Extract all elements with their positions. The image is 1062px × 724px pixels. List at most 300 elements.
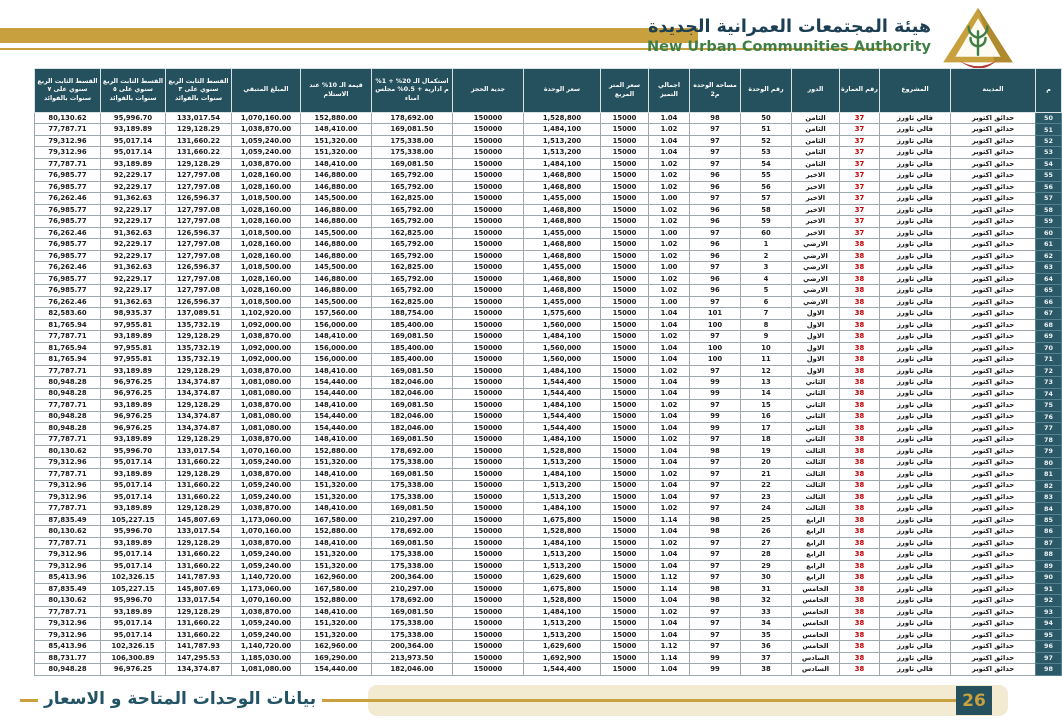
cell: 169,081.50	[372, 503, 453, 514]
cell: 1,092,000.00	[232, 354, 301, 365]
cell: 13	[741, 377, 792, 388]
cell: 150000	[453, 537, 524, 548]
cell: 15000	[601, 181, 649, 192]
cell: 1,528,800	[524, 113, 601, 124]
table-header	[35, 69, 1062, 113]
cell: 15000	[601, 331, 649, 342]
cell: 131,660.22	[166, 629, 232, 640]
cell: 1,513,200	[524, 147, 601, 158]
cell: 95,017.14	[101, 560, 166, 571]
cell: 1,059,240.00	[232, 629, 301, 640]
cell: 37	[840, 124, 880, 135]
cell: 156,000.00	[301, 354, 372, 365]
cell: 150000	[453, 377, 524, 388]
cell: حدائق اكتوبر	[951, 331, 1036, 342]
cell: 1.02	[649, 400, 690, 411]
cell: 1,038,870.00	[232, 124, 301, 135]
cell: 18	[741, 434, 792, 445]
cell: 54	[741, 158, 792, 169]
table-row	[35, 170, 1062, 181]
cell: فالي تاورز	[880, 664, 951, 676]
cell: 1,028,160.00	[232, 170, 301, 181]
cell: 38	[840, 262, 880, 273]
cell: فالي تاورز	[880, 204, 951, 215]
cell: 135,732.19	[166, 319, 232, 330]
cell: فالي تاورز	[880, 170, 951, 181]
cell: 25	[741, 514, 792, 525]
cell: 99	[690, 377, 741, 388]
cell: 77,787.71	[35, 331, 101, 342]
cell: الثاني	[792, 411, 840, 422]
cell: فالي تاورز	[880, 629, 951, 640]
table-row	[35, 158, 1062, 169]
cell: 61	[1036, 239, 1062, 250]
cell: حدائق اكتوبر	[951, 135, 1036, 146]
cell: 1,028,160.00	[232, 250, 301, 261]
table-row	[35, 193, 1062, 204]
cell: 1	[741, 239, 792, 250]
cell: فالي تاورز	[880, 618, 951, 629]
cell: 1,455,000	[524, 227, 601, 238]
cell: 96	[690, 181, 741, 192]
cell: حدائق اكتوبر	[951, 457, 1036, 468]
cell: فالي تاورز	[880, 434, 951, 445]
cell: 72	[1036, 365, 1062, 376]
cell: 71	[1036, 354, 1062, 365]
cell: 24	[741, 503, 792, 514]
cell: 38	[840, 377, 880, 388]
cell: الثامن	[792, 158, 840, 169]
cell: الارضي	[792, 296, 840, 307]
cell: 1,528,800	[524, 446, 601, 457]
cell: 1.02	[649, 273, 690, 284]
table-row	[35, 204, 1062, 215]
cell: 1.02	[649, 239, 690, 250]
cell: 131,660.22	[166, 618, 232, 629]
cell: 1,070,160.00	[232, 526, 301, 537]
cell: 150000	[453, 400, 524, 411]
cell: 38	[840, 273, 880, 284]
cell: 150000	[453, 181, 524, 192]
cell: 165,792.00	[372, 273, 453, 284]
table-row	[35, 595, 1062, 606]
cell: 1,092,000.00	[232, 319, 301, 330]
cell: 96	[690, 285, 741, 296]
cell: 182,046.00	[372, 411, 453, 422]
cell: 150000	[453, 193, 524, 204]
cell: فالي تاورز	[880, 606, 951, 617]
cell: 64	[1036, 273, 1062, 284]
cell: 1.04	[649, 423, 690, 434]
cell: حدائق اكتوبر	[951, 377, 1036, 388]
cell: الثامن	[792, 135, 840, 146]
cell: 98	[690, 514, 741, 525]
cell: 34	[741, 618, 792, 629]
table-row	[35, 434, 1062, 445]
cell: 93	[1036, 606, 1062, 617]
cell: 150000	[453, 583, 524, 594]
cell: 92	[1036, 595, 1062, 606]
cell: 134,374.87	[166, 664, 232, 676]
cell: 79	[1036, 446, 1062, 457]
cell: 99	[690, 388, 741, 399]
cell: فالي تاورز	[880, 158, 951, 169]
cell: 178,692.00	[372, 526, 453, 537]
cell: 76,262.46	[35, 227, 101, 238]
cell: 99	[690, 664, 741, 676]
cell: 1,513,200	[524, 549, 601, 560]
cell: 55	[1036, 170, 1062, 181]
cell: 150000	[453, 618, 524, 629]
cell: 135,732.19	[166, 354, 232, 365]
cell: 127,797.08	[166, 181, 232, 192]
cell: 98	[690, 583, 741, 594]
cell: 98	[690, 446, 741, 457]
cell: 38	[840, 423, 880, 434]
cell: 97	[690, 158, 741, 169]
table-row	[35, 583, 1062, 594]
cell: 146,880.00	[301, 216, 372, 227]
cell: 89	[1036, 560, 1062, 571]
cell: 15000	[601, 170, 649, 181]
cell: 150000	[453, 664, 524, 676]
cell: 55	[741, 170, 792, 181]
cell: 175,338.00	[372, 491, 453, 502]
cell: حدائق اكتوبر	[951, 400, 1036, 411]
cell: 1.04	[649, 549, 690, 560]
cell: 150000	[453, 342, 524, 353]
cell: حدائق اكتوبر	[951, 239, 1036, 250]
cell: 150000	[453, 319, 524, 330]
cell: 1,038,870.00	[232, 537, 301, 548]
cell: 51	[1036, 124, 1062, 135]
cell: 1,484,100	[524, 331, 601, 342]
table-row	[35, 296, 1062, 307]
cell: 131,660.22	[166, 480, 232, 491]
cell: 150000	[453, 469, 524, 480]
cell: 15000	[601, 204, 649, 215]
cell: فالي تاورز	[880, 400, 951, 411]
table-row	[35, 319, 1062, 330]
cell: فالي تاورز	[880, 446, 951, 457]
cell: 126,596.37	[166, 296, 232, 307]
cell: 131,660.22	[166, 135, 232, 146]
cell: 15000	[601, 262, 649, 273]
cell: 97	[690, 572, 741, 583]
table-row	[35, 262, 1062, 273]
cell: حدائق اكتوبر	[951, 618, 1036, 629]
cell: 15000	[601, 342, 649, 353]
cell: 38	[840, 400, 880, 411]
cell: فالي تاورز	[880, 262, 951, 273]
table-row	[35, 135, 1062, 146]
cell: 85,413.96	[35, 641, 101, 652]
cell: 1,140,720.00	[232, 641, 301, 652]
cell: 93,189.89	[101, 434, 166, 445]
table-row	[35, 342, 1062, 353]
cell: 15000	[601, 572, 649, 583]
cell: 97,955.81	[101, 319, 166, 330]
cell: الاول	[792, 319, 840, 330]
cell: 38	[840, 664, 880, 676]
cell: 32	[741, 595, 792, 606]
cell: 38	[840, 572, 880, 583]
brand-titles	[647, 17, 931, 56]
cell: 98	[690, 113, 741, 124]
cell: 127,797.08	[166, 285, 232, 296]
footer-title: بيانات الوحدات المتاحة و الاسعار	[44, 689, 317, 709]
cell: 129,128.29	[166, 469, 232, 480]
cell: 15000	[601, 560, 649, 571]
cell: 15000	[601, 124, 649, 135]
cell: 150000	[453, 560, 524, 571]
cell: الاخير	[792, 193, 840, 204]
header-gold-band	[0, 28, 698, 43]
cell: 156,000.00	[301, 319, 372, 330]
cell: 1,059,240.00	[232, 618, 301, 629]
cell: 1.00	[649, 227, 690, 238]
cell: 91,362.63	[101, 227, 166, 238]
cell: 11	[741, 354, 792, 365]
cell: 56	[741, 181, 792, 192]
cell: 15000	[601, 641, 649, 652]
cell: 129,128.29	[166, 400, 232, 411]
cell: 93,189.89	[101, 606, 166, 617]
cell: 165,792.00	[372, 239, 453, 250]
cell: 15000	[601, 595, 649, 606]
cell: 185,400.00	[372, 342, 453, 353]
cell: 101	[690, 308, 741, 319]
cell: 38	[840, 629, 880, 640]
cell: 98	[690, 595, 741, 606]
cell: 19	[741, 446, 792, 457]
cell: 185,400.00	[372, 354, 453, 365]
cell: الرابع	[792, 537, 840, 548]
cell: 96,976.25	[101, 423, 166, 434]
table-row	[35, 514, 1062, 525]
cell: حدائق اكتوبر	[951, 491, 1036, 502]
cell: 175,338.00	[372, 629, 453, 640]
cell: 150000	[453, 434, 524, 445]
cell: 185,400.00	[372, 319, 453, 330]
table-row	[35, 400, 1062, 411]
cell: حدائق اكتوبر	[951, 342, 1036, 353]
cell: 96	[690, 273, 741, 284]
table-row	[35, 618, 1062, 629]
cell: حدائق اكتوبر	[951, 423, 1036, 434]
cell: 1,484,100	[524, 158, 601, 169]
cell: 165,792.00	[372, 181, 453, 192]
cell: 87,835.49	[35, 583, 101, 594]
cell: 150000	[453, 227, 524, 238]
cell: فالي تاورز	[880, 514, 951, 525]
cell: 151,320.00	[301, 491, 372, 502]
cell: 1,629,600	[524, 641, 601, 652]
cell: 1,484,100	[524, 537, 601, 548]
cell: الخامس	[792, 629, 840, 640]
cell: 15000	[601, 434, 649, 445]
cell: 178,692.00	[372, 595, 453, 606]
cell: 79,312.96	[35, 135, 101, 146]
cell: حدائق اكتوبر	[951, 250, 1036, 261]
cell: 133,017.54	[166, 446, 232, 457]
cell: 210,297.00	[372, 514, 453, 525]
cell: 88	[1036, 549, 1062, 560]
cell: 178,692.00	[372, 446, 453, 457]
cell: 210,297.00	[372, 583, 453, 594]
cell: 92,229.17	[101, 181, 166, 192]
cell: 15000	[601, 285, 649, 296]
cell: فالي تاورز	[880, 147, 951, 158]
cell: 77	[1036, 423, 1062, 434]
cell: 90	[1036, 572, 1062, 583]
cell: 157,560.00	[301, 308, 372, 319]
cell: 152,880.00	[301, 595, 372, 606]
cell: 1.02	[649, 606, 690, 617]
cell: 38	[840, 503, 880, 514]
cell: 80,130.62	[35, 595, 101, 606]
cell: الثالث	[792, 457, 840, 468]
cell: حدائق اكتوبر	[951, 273, 1036, 284]
brand-title-arabic: هيئة المجتمعات العمرانية الجديدة	[648, 17, 931, 38]
column-header: سعر المتر المربع	[601, 69, 649, 113]
cell: حدائق اكتوبر	[951, 388, 1036, 399]
cell: 167,580.00	[301, 583, 372, 594]
column-header: المبلغ المتبقي	[232, 69, 301, 113]
cell: 131,660.22	[166, 491, 232, 502]
cell: 91,362.63	[101, 193, 166, 204]
cell: 151,320.00	[301, 147, 372, 158]
cell: 95	[1036, 629, 1062, 640]
cell: 133,017.54	[166, 113, 232, 124]
table-row	[35, 491, 1062, 502]
cell: 66	[1036, 296, 1062, 307]
cell: 82	[1036, 480, 1062, 491]
cell: فالي تاورز	[880, 423, 951, 434]
cell: 162,825.00	[372, 193, 453, 204]
cell: 95,996.70	[101, 595, 166, 606]
cell: حدائق اكتوبر	[951, 664, 1036, 676]
cell: 96	[690, 204, 741, 215]
cell: 15000	[601, 308, 649, 319]
column-header: المشروع	[880, 69, 951, 113]
cell: فالي تاورز	[880, 239, 951, 250]
cell: 36	[741, 641, 792, 652]
cell: 151,320.00	[301, 480, 372, 491]
cell: 1,484,100	[524, 503, 601, 514]
cell: 1,455,000	[524, 262, 601, 273]
cell: 99	[690, 423, 741, 434]
cell: 127,797.08	[166, 204, 232, 215]
cell: 137,089.51	[166, 308, 232, 319]
cell: 1.02	[649, 181, 690, 192]
table-row	[35, 388, 1062, 399]
cell: فالي تاورز	[880, 319, 951, 330]
cell: 1,038,870.00	[232, 469, 301, 480]
column-header: رقم العمارة	[840, 69, 880, 113]
cell: 1,059,240.00	[232, 560, 301, 571]
cell: 99	[690, 652, 741, 663]
cell: 1.02	[649, 170, 690, 181]
cell: 131,660.22	[166, 457, 232, 468]
cell: 127,797.08	[166, 239, 232, 250]
column-header: اجمالي التميز	[649, 69, 690, 113]
cell: 1,059,240.00	[232, 491, 301, 502]
cell: 145,500.00	[301, 296, 372, 307]
cell: 150000	[453, 411, 524, 422]
cell: 135,732.19	[166, 342, 232, 353]
cell: 175,338.00	[372, 457, 453, 468]
cell: 146,880.00	[301, 273, 372, 284]
cell: 1,140,720.00	[232, 572, 301, 583]
cell: فالي تاورز	[880, 377, 951, 388]
cell: 7	[741, 308, 792, 319]
cell: حدائق اكتوبر	[951, 365, 1036, 376]
cell: 97	[690, 193, 741, 204]
cell: 97	[690, 629, 741, 640]
cell: 87	[1036, 537, 1062, 548]
cell: 165,792.00	[372, 250, 453, 261]
cell: 93,189.89	[101, 503, 166, 514]
cell: الرابع	[792, 549, 840, 560]
column-header: م	[1036, 69, 1062, 113]
cell: 146,880.00	[301, 239, 372, 250]
cell: 1,038,870.00	[232, 331, 301, 342]
cell: 1,560,000	[524, 354, 601, 365]
cell: 15000	[601, 446, 649, 457]
cell: 38	[840, 526, 880, 537]
cell: 134,374.87	[166, 423, 232, 434]
cell: حدائق اكتوبر	[951, 158, 1036, 169]
cell: حدائق اكتوبر	[951, 193, 1036, 204]
cell: 56	[1036, 181, 1062, 192]
cell: الثالث	[792, 480, 840, 491]
cell: 67	[1036, 308, 1062, 319]
cell: حدائق اكتوبر	[951, 227, 1036, 238]
cell: 154,440.00	[301, 388, 372, 399]
cell: 1.04	[649, 618, 690, 629]
cell: 148,410.00	[301, 331, 372, 342]
cell: حدائق اكتوبر	[951, 216, 1036, 227]
cell: 1,081,080.00	[232, 388, 301, 399]
cell: 1,675,800	[524, 514, 601, 525]
cell: فالي تاورز	[880, 273, 951, 284]
cell: 57	[741, 193, 792, 204]
cell: 102,326.15	[101, 641, 166, 652]
cell: الرابع	[792, 526, 840, 537]
cell: 77,787.71	[35, 124, 101, 135]
cell: 9	[741, 331, 792, 342]
cell: 93,189.89	[101, 331, 166, 342]
cell: 1,513,200	[524, 457, 601, 468]
cell: فالي تاورز	[880, 181, 951, 192]
cell: 15000	[601, 537, 649, 548]
cell: 148,410.00	[301, 469, 372, 480]
cell: 81,765.94	[35, 342, 101, 353]
cell: فالي تاورز	[880, 113, 951, 124]
cell: فالي تاورز	[880, 583, 951, 594]
cell: 80,130.62	[35, 446, 101, 457]
column-header: المدينة	[951, 69, 1036, 113]
cell: 150000	[453, 147, 524, 158]
cell: 77,787.71	[35, 365, 101, 376]
cell: 150000	[453, 526, 524, 537]
table-row	[35, 239, 1062, 250]
cell: 79,312.96	[35, 491, 101, 502]
cell: 1,468,800	[524, 181, 601, 192]
cell: 169,081.50	[372, 331, 453, 342]
cell: 15000	[601, 250, 649, 261]
